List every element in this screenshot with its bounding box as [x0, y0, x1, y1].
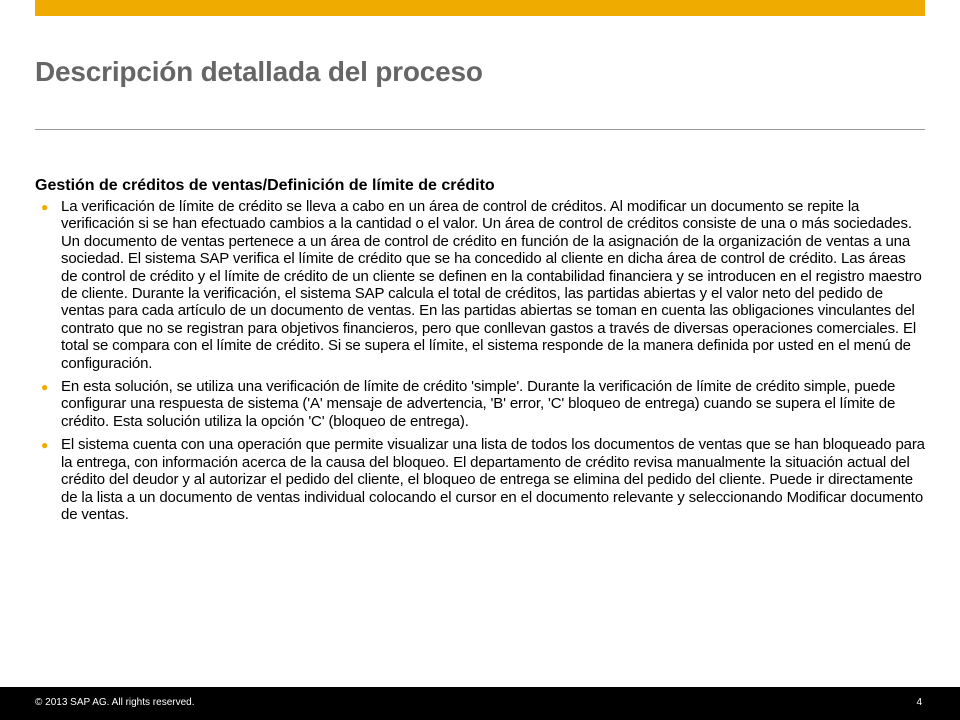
bullet-icon: ●	[41, 380, 49, 395]
bullet-text: La verificación de límite de crédito se lleva a cabo en un área de control de créditos. Al modificar un documento se repite la verificación si se han efectuado cambios a la cantidad o el valor. Un área de control de créditos consiste de una o más sociedades. Un documento de ventas pertenece a un área de control de crédito en función de la asignación de la organización de ventas a una sociedad. El sistema SAP verifica el límite de crédito que se ha concedido al cliente en dicha área de control de crédito. Las áreas de control de crédito y el límite de crédito de un cliente se definen en la contabilidad financiera y se introducen en el registro maestro de cliente. Durante la verificación, el sistema SAP calcula el total de créditos, las partidas abiertas y el valor neto del pedido de ventas para cada artículo de un documento de ventas. En las partidas abiertas se toman en cuenta las obligaciones vinculantes del contrato que no se registran para objetivos financieros, pero que conllevan gastos a través de diversas operaciones comerciales. El total se compara con el límite de crédito. Si se supera el límite, el sistema responde de la manera definida por usted en el menú de configuración.	[61, 198, 922, 372]
bullet-item	[35, 378, 925, 430]
page-number: 4	[916, 697, 922, 708]
bullet-icon: ●	[41, 200, 49, 214]
bullet-item	[35, 198, 925, 372]
bullet-text: El sistema cuenta con una operación que permite visualizar una lista de todos los documentos de ventas que se han bloqueado para la entrega, con información acerca de la causa del bloqueo. El departamento de crédito revisa manualmente la situación actual del crédito del deudor y al autorizar el pedido del cliente, el bloqueo de entrega se elimina del pedido del cliente. Puede ir directamente de la lista a un documento de ventas individual colocando el cursor en el documento relevante y seleccionando Modificar documento de ventas.	[61, 436, 925, 523]
copyright-notice: © 2013 SAP AG. All rights reserved.	[35, 697, 195, 708]
bullet-item	[35, 436, 925, 523]
section-subtitle: Gestión de créditos de ventas/Definición de límite de crédito	[35, 177, 495, 194]
top-accent-bar	[35, 0, 925, 16]
slide-content	[35, 176, 925, 529]
bullet-text: En esta solución, se utiliza una verificación de límite de crédito 'simple'. Durante la verificación de límite de crédito simple, puede configurar una respuesta de sistema ('A' mensaje de advertencia, 'B' error, 'C' bloqueo de entrega) cuando se supera el límite de crédito. Esta solución utiliza la opción 'C' (bloqueo de entrega).	[61, 378, 896, 430]
title-divider	[35, 129, 925, 130]
bullet-icon: ●	[41, 438, 49, 453]
footer-bar	[0, 687, 960, 720]
bullet-list	[35, 198, 925, 523]
slide-title: Descripción detallada del proceso	[35, 56, 483, 87]
